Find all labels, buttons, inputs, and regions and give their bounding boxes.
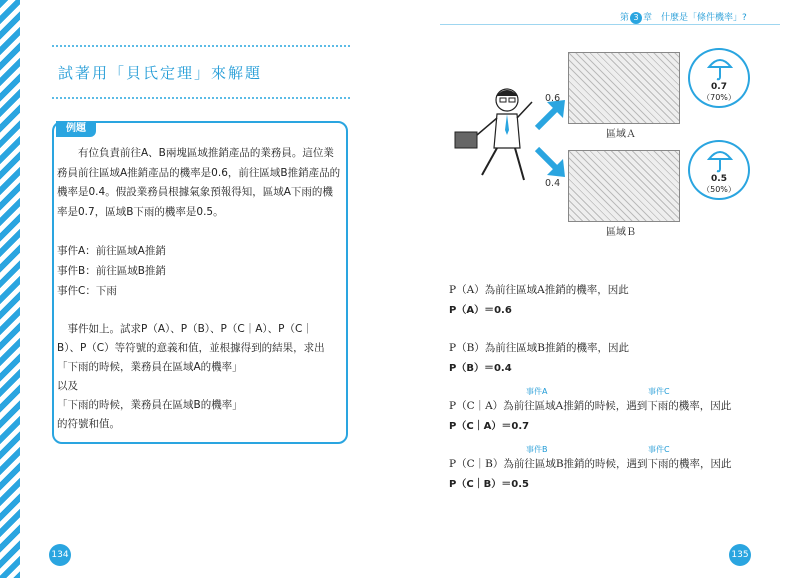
region-a-city-image (568, 52, 680, 124)
dotted-divider-bottom (52, 97, 350, 99)
arrow-to-region-b (533, 145, 569, 181)
rain-bubble-b (688, 140, 750, 200)
chapter-title: 章 什麼是「條件機率」? (643, 13, 747, 23)
value-pca: P（C｜A）＝0.7 (449, 421, 530, 432)
tag-event-b: 事件B (526, 445, 548, 454)
rain-a-percent: （70%） (702, 93, 736, 102)
event-c-line: 事件C：下雨 (57, 285, 117, 297)
value-pa: P（A）＝0.6 (449, 305, 512, 316)
region-a-label: 區域Ａ (606, 129, 636, 140)
region-b-city-image (568, 150, 680, 222)
statement-pa: P（A）為前往區域A推銷的機率，因此 (449, 284, 629, 296)
event-a-line: 事件A：前往區域A推銷 (57, 245, 166, 257)
question-line-5: 「下雨的時候，業務員在區域B的機率」 (57, 399, 243, 411)
page-number-left: 134 (49, 544, 71, 566)
decorative-stripe (0, 0, 20, 578)
rain-b-value: 0.5 (711, 174, 727, 184)
rain-b-percent: （50%） (702, 185, 736, 194)
header-rule (440, 24, 780, 25)
example-label: 例題 (56, 121, 96, 137)
tag-event-a: 事件A (526, 387, 548, 396)
tag-event-c-1: 事件C (648, 387, 670, 396)
rain-bubble-a (688, 48, 750, 108)
page-number-right: 135 (729, 544, 751, 566)
salesman-illustration (452, 80, 542, 190)
question-line-1: 事件如上。試求P（A）、P（B）、P（C｜A）、P（C｜ (57, 323, 313, 335)
value-pcb: P（C｜B）＝0.5 (449, 479, 530, 490)
chapter-header (620, 10, 747, 24)
prob-region-a: 0.6 (545, 93, 561, 104)
section-title: 試著用「貝氏定理」來解題 (58, 64, 263, 82)
umbrella-icon (707, 147, 733, 173)
chapter-number-badge: 3 (630, 12, 642, 24)
umbrella-icon (707, 55, 733, 81)
question-line-2: B）、P（C）等符號的意義和值，並根據得到的結果，求出 (57, 342, 325, 354)
chapter-prefix: 第 (620, 13, 630, 23)
prob-region-b: 0.4 (545, 178, 561, 189)
dotted-divider-top (52, 45, 350, 47)
region-b-label: 區域Ｂ (606, 227, 636, 238)
tag-event-c-2: 事件C (648, 445, 670, 454)
event-b-line: 事件B：前往區域B推銷 (57, 265, 166, 277)
question-line-6: 的符號和值。 (57, 418, 120, 430)
value-pb: P（B）＝0.4 (449, 363, 512, 374)
statement-pca: P（C｜A）為前往區域A推銷的時候，遇到下雨的機率，因此 (449, 400, 732, 412)
question-line-3: 「下雨的時候，業務員在區域A的機率」 (57, 361, 243, 373)
rain-a-value: 0.7 (711, 82, 727, 92)
example-paragraph: 有位負責前往A、B兩塊區域推銷產品的業務員。這位業務員前往區域A推銷產品的機率是0.6，前往區域B推銷產品的機率是0.4。假設業務員根據氣象預報得知，區域A下雨的機率是0.7，區域B下雨的機率是0.5。 (57, 147, 341, 218)
statement-pcb: P（C｜B）為前往區域B推銷的時候，遇到下雨的機率，因此 (449, 458, 732, 470)
statement-pb: P（B）為前往區域B推銷的機率，因此 (449, 342, 629, 354)
question-line-4: 以及 (57, 380, 78, 392)
